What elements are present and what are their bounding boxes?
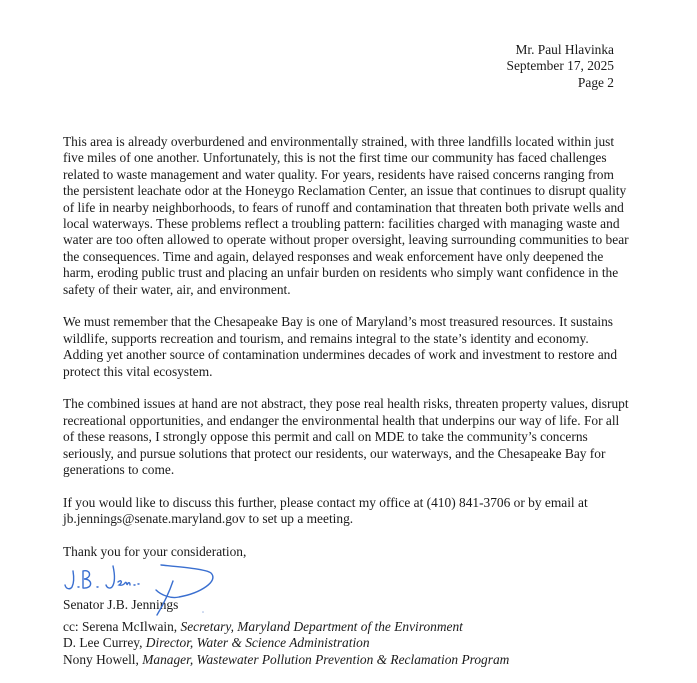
text-line: of life in nearby neighborhoods, to fears of runoff and contamination that threaten both private wells and [63,199,624,215]
cc-title: Manager, Wastewater Pollution Prevention & Reclamation Program [142,651,510,667]
signature-strokes [65,565,213,615]
text-line: We must remember that the Chesapeake Bay is one of Maryland’s most treasured resources. It sustains [63,314,614,330]
text-line: safety of their water, air, and environment. [63,281,291,297]
text-line: recreational opportunities, and endanger the environmental health that underpins our way of life. For all [63,412,620,428]
cc-name: D. Lee Currey, [63,635,146,651]
letter-body [63,134,653,613]
text-line: the persistent leachate odor at the Honeygo Reclamation Center, an issue that continues to disrupt quality [63,183,627,199]
cc-list [63,619,509,668]
text-line: Adding yet another source of contamination undermines decades of work and investment to restore and [63,347,618,363]
handwritten-signature-icon [61,557,231,617]
text-line: jb.jennings@senate.maryland.gov to set up a meeting. [63,511,354,527]
text-line: This area is already overburdened and environmentally strained, with three landfills located within just [63,134,615,149]
recipient-name: Mr. Paul Hlavinka [515,42,614,57]
cc-entry [63,652,509,668]
text-line: protect this vital ecosystem. [63,363,213,379]
letter-date: September 17, 2025 [506,58,614,74]
text-line: The combined issues at hand are not abstract, they pose real health risks, threaten property values, disrupt [63,396,629,412]
cc-name: Serena McIlwain, [81,619,181,634]
text-line: water are too often allowed to operate without proper oversight, leaving surrounding communities to bear [63,232,629,248]
page-number: Page 2 [577,74,614,90]
paragraph-contact [63,495,653,528]
text-line: harm, eroding public trust and placing an unfair burden on residents who simply want confidence in the [63,265,619,281]
cc-title: Secretary, Maryland Department of the Environment [180,619,463,634]
text-line: generations to come. [63,462,175,478]
signature [63,565,653,597]
letter-header [507,42,614,91]
text-line: If you would like to discuss this further, please contact my office at (410) 841-3706 or by email at [63,494,588,510]
cc-entry [63,635,509,651]
cc-title: Director, Water & Science Administration [145,635,370,651]
text-line: of these reasons, I strongly oppose this permit and call on MDE to take the community’s concerns [63,429,588,445]
cc-prefix: cc: [63,619,82,634]
paragraph-opposition [63,396,653,478]
text-line: five miles of one another. Unfortunately, this is not the first time our community has faced challenges [63,150,607,166]
cc-entry [63,619,509,635]
text-line: seriously, and pursue solutions that protect our residents, our waterways, and the Chesapeake Bay for [63,445,606,461]
signatory-name: Senator J.B. Jennings [63,596,179,612]
paragraph-chesapeake [63,314,653,380]
text-line: the consequences. Time and again, delayed responses and weak enforcement have only deepened the [63,248,604,264]
text-line: local waterways. These problems reflect a troubling pattern: facilities charged with managing waste and [63,216,620,232]
paragraph-landfills [63,134,653,298]
cc-name: Nony Howell, [63,651,143,667]
ink-speck [202,611,204,613]
closing-salutation: Thank you for your consideration, [63,544,247,560]
text-line: wildlife, supports recreation and tourism, and remains integral to the state’s identity and economy. [63,330,589,346]
text-line: related to waste management and water quality. For years, residents have raised concerns ranging from [63,166,614,182]
